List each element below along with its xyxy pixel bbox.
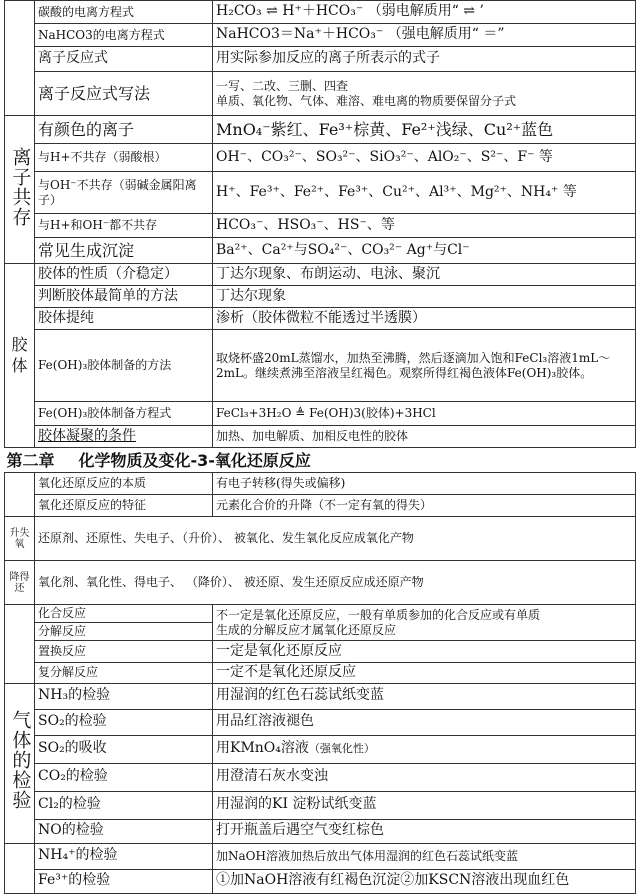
blank-section-cell xyxy=(5,473,35,517)
row-content: 用实际参加反应的离子所表示的式子 xyxy=(213,47,636,72)
row-content: 丁达尔现象 xyxy=(213,286,636,308)
row-content: 取烧杯盛20mL蒸馏水，加热至沸腾，然后逐滴加入饱和FeCl₃溶液1mL～2mL。继续煮沸至溶液呈红褐色。观察所得红褐色液体Fe(OH)₃胶体。 xyxy=(213,330,636,402)
row-label: 化合反应 xyxy=(35,605,213,623)
table-row xyxy=(5,763,636,791)
row-label: 与H+不共存（弱酸根） xyxy=(35,144,213,172)
table-row xyxy=(5,641,636,663)
row-content: 打开瓶盖后遇空气变红棕色 xyxy=(213,819,636,843)
row-content: MnO₄⁻紫红、Fe³⁺棕黄、Fe²⁺浅绿、Cu²⁺蓝色 xyxy=(213,116,636,144)
row-label: 与OH⁻不共存（弱碱金属阳离子） xyxy=(35,172,213,214)
row-content: 一定是氧化还原反应 xyxy=(213,641,636,663)
row-label: NaHCO3的电离方程式 xyxy=(35,24,213,47)
table-row xyxy=(5,308,636,330)
row-content xyxy=(213,605,636,641)
section-colloid xyxy=(5,264,35,448)
row-content: 氧化剂、氧化性、得电子、 （降价）、 被还原、发生还原反应成还原产物 xyxy=(35,561,636,605)
row-content xyxy=(213,72,636,116)
chapter-number: 第二章 xyxy=(6,451,55,470)
table-row xyxy=(5,517,636,561)
row-content: ①加NaOH溶液有红褐色沉淀②加KSCN溶液出现血红色 xyxy=(213,869,636,893)
row-label: Fe(OH)₃胶体制备的方法 xyxy=(35,330,213,402)
row-label: 常见生成沉淀 xyxy=(35,238,213,264)
section-label: 降得还 xyxy=(5,561,35,605)
row-label: Cl₂的检验 xyxy=(35,791,213,819)
table-row xyxy=(5,683,636,709)
table-row xyxy=(5,1,636,24)
row-content: OH⁻、CO₃²⁻、SO₃²⁻、SiO₃²⁻、AlO₂⁻、S²⁻、F⁻ 等 xyxy=(213,144,636,172)
table-row xyxy=(5,72,636,116)
row-content: 用品红溶液褪色 xyxy=(213,709,636,735)
row-content: H₂CO₃ ⇌ H⁺＋HCO₃⁻ （弱电解质用“ ⇌ ’ xyxy=(213,1,636,24)
chemistry-summary-table xyxy=(4,0,636,894)
table-row xyxy=(5,709,636,735)
blank-section-cell xyxy=(5,1,35,116)
row-label: 与H+和OH⁻都不共存 xyxy=(35,214,213,238)
row-label: NH₃的检验 xyxy=(35,683,213,709)
section-label: 离子共存 xyxy=(9,146,32,227)
table-row xyxy=(5,214,636,238)
row-label: 分解反应 xyxy=(35,623,213,641)
table-row xyxy=(5,495,636,517)
row-label: CO₂的检验 xyxy=(35,763,213,791)
content-note: （强氧化性） xyxy=(308,742,375,756)
section-label: 气体的检验 xyxy=(9,710,32,811)
table-row xyxy=(5,238,636,264)
row-label: 胶体的性质（介稳定） xyxy=(35,264,213,286)
table-row xyxy=(5,330,636,402)
table-row xyxy=(5,286,636,308)
row-content: Ba²⁺、Ca²⁺与SO₄²⁻、CO₃²⁻ Ag⁺与Cl⁻ xyxy=(213,238,636,264)
table-row xyxy=(5,402,636,426)
row-label: 置换反应 xyxy=(35,641,213,663)
chapter-heading xyxy=(5,448,636,473)
row-content: 加NaOH溶液加热后放出气体用湿润的红色石蕊试纸变蓝 xyxy=(213,843,636,869)
row-label: NO的检验 xyxy=(35,819,213,843)
table-row xyxy=(5,605,636,623)
table-row xyxy=(5,47,636,72)
table-row xyxy=(5,172,636,214)
table-row xyxy=(5,24,636,47)
section-gas xyxy=(5,683,35,843)
row-label: 复分解反应 xyxy=(35,663,213,684)
row-label: 有颜色的离子 xyxy=(35,116,213,144)
table-row xyxy=(5,663,636,684)
row-label: 判断胶体最简单的方法 xyxy=(35,286,213,308)
table-row xyxy=(5,791,636,819)
row-label: 胶体凝聚的条件 xyxy=(35,426,213,448)
row-content: 用湿润的KI 淀粉试纸变蓝 xyxy=(213,791,636,819)
section-label: 胶体 xyxy=(11,335,28,375)
row-content: H⁺、Fe³⁺、Fe²⁺、Fe³⁺、Cu²⁺、Al³⁺、Mg²⁺、NH₄⁺ 等 xyxy=(213,172,636,214)
row-content xyxy=(213,735,636,763)
content-line: 不一定是氧化还原反应，一般有单质参加的化合反应或有单质 xyxy=(216,607,541,622)
row-content: 用湿润的红色石蕊试纸变蓝 xyxy=(213,683,636,709)
blank-section-cell xyxy=(5,843,35,893)
content-line: 一写、二改、三删、四查 xyxy=(216,78,349,93)
content-line: 生成的分解反应才属氧化还原反应 xyxy=(216,622,397,637)
row-label: SO₂的吸收 xyxy=(35,735,213,763)
row-label: 氧化还原反应的本质 xyxy=(35,473,213,495)
content-text: 用KMnO₄溶液 xyxy=(216,740,309,757)
content-line: 单质、氧化物、气体、难溶、难电离的物质要保留分子式 xyxy=(216,93,517,108)
chapter-title: 化学物质及变化-3-氧化还原反应 xyxy=(78,451,311,470)
row-label: NH₄⁺的检验 xyxy=(35,843,213,869)
table-row xyxy=(5,144,636,172)
row-label: 碳酸的电离方程式 xyxy=(35,1,213,24)
table-row xyxy=(5,735,636,763)
table-row xyxy=(5,426,636,448)
table-row xyxy=(5,264,636,286)
row-content: HCO₃⁻、HSO₃⁻、HS⁻、等 xyxy=(213,214,636,238)
row-label: 氧化还原反应的特征 xyxy=(35,495,213,517)
table-row xyxy=(5,869,636,893)
table-row xyxy=(5,116,636,144)
table-row xyxy=(5,473,636,495)
chapter-row xyxy=(5,448,636,473)
table-row xyxy=(5,819,636,843)
row-content: 丁达尔现象、布朗运动、电泳、聚沉 xyxy=(213,264,636,286)
row-label: SO₂的检验 xyxy=(35,709,213,735)
table-row xyxy=(5,561,636,605)
row-label: 离子反应式 xyxy=(35,47,213,72)
row-content: 用澄清石灰水变浊 xyxy=(213,763,636,791)
section-label: 升失氧 xyxy=(5,517,35,561)
row-content: 有电子转移(得失或偏移) xyxy=(213,473,636,495)
row-label: 离子反应式写法 xyxy=(35,72,213,116)
section-ion xyxy=(5,116,35,264)
blank-section-cell xyxy=(5,605,35,684)
row-content: 一定不是氧化还原反应 xyxy=(213,663,636,684)
row-content: 加热、加电解质、加相反电性的胶体 xyxy=(213,426,636,448)
table-row xyxy=(5,843,636,869)
row-content: 还原剂、还原性、失电子、（升价）、 被氧化、发生氧化反应成氧化产物 xyxy=(35,517,636,561)
row-label: 胶体提纯 xyxy=(35,308,213,330)
row-content: 元素化合价的升降（不一定有氧的得失） xyxy=(213,495,636,517)
row-content: 渗析（胶体微粒不能透过半透膜） xyxy=(213,308,636,330)
row-label: Fe(OH)₃胶体制备方程式 xyxy=(35,402,213,426)
row-content: NaHCO3＝Na⁺＋HCO₃⁻ （强电解质用“ ＝” xyxy=(213,24,636,47)
row-label: Fe³⁺的检验 xyxy=(35,869,213,893)
row-content: FeCl₃+3H₂O ≜ Fe(OH)3(胶体)+3HCl xyxy=(213,402,636,426)
